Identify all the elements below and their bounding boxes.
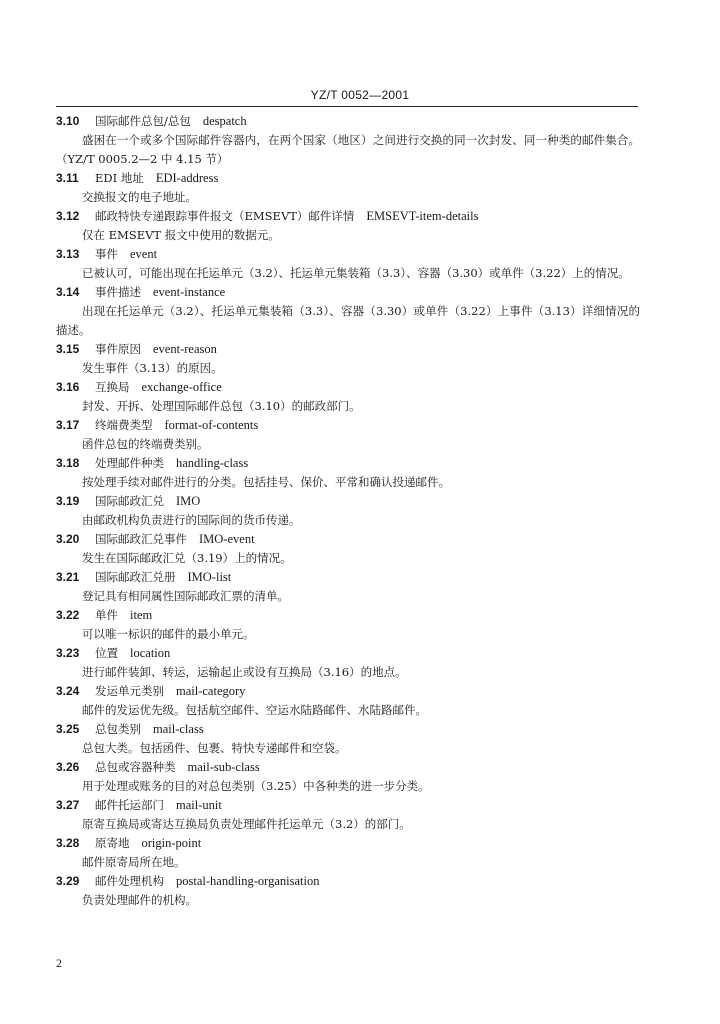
- term-english: IMO: [176, 494, 201, 508]
- term-number: 3.28: [56, 836, 80, 850]
- term-definition: 仅在 EMSEVT 报文中使用的数据元。: [82, 228, 280, 242]
- term-heading: [56, 796, 640, 815]
- term-english: location: [130, 646, 171, 660]
- term-definition: 登记具有相同属性国际邮政汇票的清单。: [82, 589, 289, 603]
- term-english: postal-handling-organisation: [176, 874, 320, 888]
- term-chinese: 邮政特快专递跟踪事件报文（EMSEVT）邮件详情: [95, 209, 355, 223]
- term-number: 3.15: [56, 342, 80, 356]
- term-definition: 函件总包的终端费类别。: [82, 437, 209, 451]
- term-definition: 原寄互换局或寄达互换局负责处理邮件托运单元（3.2）的部门。: [82, 817, 411, 831]
- term-english: IMO-list: [187, 570, 232, 584]
- term-entry: [56, 283, 640, 340]
- term-chinese: 发运单元类别: [95, 684, 164, 698]
- term-definition: 由邮政机构负责进行的国际间的货币传递。: [82, 513, 301, 527]
- term-number: 3.25: [56, 722, 80, 736]
- term-number: 3.19: [56, 494, 80, 508]
- term-chinese: 原寄地: [95, 836, 130, 850]
- term-number: 3.18: [56, 456, 80, 470]
- term-definition: 负责处理邮件的机构。: [82, 893, 197, 907]
- term-english: event-instance: [153, 285, 226, 299]
- standard-code: YZ/T 0052—2001: [310, 88, 410, 102]
- term-heading: [56, 834, 640, 853]
- term-chinese: 总包类别: [95, 722, 141, 736]
- term-definition: 封发、开拆、处理国际邮件总包（3.10）的邮政部门。: [82, 399, 361, 413]
- term-english: origin-point: [141, 836, 202, 850]
- term-heading: [56, 340, 640, 359]
- term-definition: 按处理手续对邮件进行的分类。包括挂号、保价、平常和确认投递邮件。: [82, 475, 450, 489]
- term-heading: [56, 758, 640, 777]
- term-chinese: 国际邮政汇兑事件: [95, 532, 187, 546]
- term-chinese: 终端费类型: [95, 418, 153, 432]
- term-number: 3.22: [56, 608, 80, 622]
- header-rule: [56, 106, 638, 107]
- term-chinese: 邮件处理机构: [95, 874, 164, 888]
- term-heading: [56, 492, 640, 511]
- term-number: 3.24: [56, 684, 80, 698]
- term-entry: [56, 872, 640, 910]
- term-english: event-reason: [153, 342, 217, 356]
- term-number: 3.14: [56, 285, 80, 299]
- term-heading: [56, 644, 640, 663]
- term-heading: [56, 872, 640, 891]
- term-entry: [56, 758, 640, 796]
- term-english: mail-class: [153, 722, 204, 736]
- term-definition: 可以唯一标识的邮件的最小单元。: [82, 627, 255, 641]
- term-chinese: EDI 地址: [95, 171, 144, 185]
- term-number: 3.27: [56, 798, 80, 812]
- term-english: EDI-address: [155, 171, 219, 185]
- term-entry: [56, 568, 640, 606]
- term-english: exchange-office: [141, 380, 222, 394]
- term-english: format-of-contents: [164, 418, 259, 432]
- term-english: IMO-event: [199, 532, 255, 546]
- term-number: 3.26: [56, 760, 80, 774]
- term-chinese: 互换局: [95, 380, 130, 394]
- term-entry: [56, 454, 640, 492]
- term-entry: [56, 796, 640, 834]
- term-english: mail-sub-class: [187, 760, 260, 774]
- term-heading: [56, 416, 640, 435]
- term-chinese: 事件: [95, 247, 118, 261]
- term-entry: [56, 378, 640, 416]
- term-definition: 邮件的发运优先级。包括航空邮件、空运水陆路邮件、水陆路邮件。: [82, 703, 427, 717]
- term-definition: 用于处理或账务的目的对总包类别（3.25）中各种类的进一步分类。: [82, 779, 430, 793]
- term-definition: 邮件原寄局所在地。: [82, 855, 186, 869]
- term-chinese: 国际邮件总包/总包: [95, 114, 191, 128]
- term-heading: [56, 245, 640, 264]
- term-chinese: 单件: [95, 608, 118, 622]
- term-entry: [56, 606, 640, 644]
- term-heading: [56, 207, 640, 226]
- term-chinese: 国际邮政汇兑: [95, 494, 164, 508]
- term-number: 3.29: [56, 874, 80, 888]
- term-heading: [56, 169, 640, 188]
- term-entries: [56, 112, 640, 910]
- term-chinese: 总包或容器种类: [95, 760, 176, 774]
- term-definition: 盛困在一个或多个国际邮件容器内，在两个国家（地区）之间进行交换的同一次封发、同一种类的邮件集合。（YZ/T 0005.2—2 中 4.15 节）: [56, 133, 640, 166]
- term-entry: [56, 682, 640, 720]
- page-number: 2: [56, 956, 62, 970]
- term-number: 3.11: [56, 171, 79, 185]
- term-english: item: [130, 608, 153, 622]
- term-entry: [56, 834, 640, 872]
- term-heading: [56, 454, 640, 473]
- term-english: EMSEVT-item-details: [366, 209, 479, 223]
- term-heading: [56, 378, 640, 397]
- term-heading: [56, 568, 640, 587]
- term-number: 3.16: [56, 380, 80, 394]
- term-chinese: 位置: [95, 646, 118, 660]
- term-number: 3.10: [56, 114, 80, 128]
- term-heading: [56, 112, 640, 131]
- term-heading: [56, 530, 640, 549]
- term-definition: 交换报文的电子地址。: [82, 190, 197, 204]
- term-heading: [56, 283, 640, 302]
- term-chinese: 邮件托运部门: [95, 798, 164, 812]
- term-entry: [56, 720, 640, 758]
- term-definition: 发生在国际邮政汇兑（3.19）上的情况。: [82, 551, 292, 565]
- term-number: 3.20: [56, 532, 80, 546]
- term-entry: [56, 492, 640, 530]
- term-heading: [56, 606, 640, 625]
- term-chinese: 国际邮政汇兑册: [95, 570, 176, 584]
- term-heading: [56, 720, 640, 739]
- term-entry: [56, 169, 640, 207]
- term-entry: [56, 416, 640, 454]
- term-chinese: 事件原因: [95, 342, 141, 356]
- term-definition: 总包大类。包括函件、包裹、特快专递邮件和空袋。: [82, 741, 347, 755]
- term-english: despatch: [202, 114, 247, 128]
- term-entry: [56, 530, 640, 568]
- term-english: mail-unit: [176, 798, 222, 812]
- term-definition: 发生事件（3.13）的原因。: [82, 361, 223, 375]
- term-definition: 已被认可，可能出现在托运单元（3.2）、托运单元集装箱（3.3）、容器（3.30）或单件（3.22）上的情况。: [82, 266, 630, 280]
- term-number: 3.13: [56, 247, 80, 261]
- term-chinese: 处理邮件种类: [95, 456, 164, 470]
- term-entry: [56, 340, 640, 378]
- term-number: 3.12: [56, 209, 80, 223]
- term-number: 3.23: [56, 646, 80, 660]
- term-english: handling-class: [176, 456, 249, 470]
- term-entry: [56, 644, 640, 682]
- term-number: 3.21: [56, 570, 80, 584]
- term-number: 3.17: [56, 418, 80, 432]
- term-heading: [56, 682, 640, 701]
- term-chinese: 事件描述: [95, 285, 141, 299]
- term-definition: 进行邮件装卸、转运，运输起止或设有互换局（3.16）的地点。: [82, 665, 407, 679]
- term-entry: [56, 112, 640, 169]
- term-entry: [56, 207, 640, 245]
- term-english: mail-category: [176, 684, 246, 698]
- term-definition: 出现在托运单元（3.2）、托运单元集装箱（3.3）、容器（3.30）或单件（3.22）上事件（3.13）详细情况的描述。: [56, 304, 640, 337]
- term-entry: [56, 245, 640, 283]
- term-english: event: [130, 247, 158, 261]
